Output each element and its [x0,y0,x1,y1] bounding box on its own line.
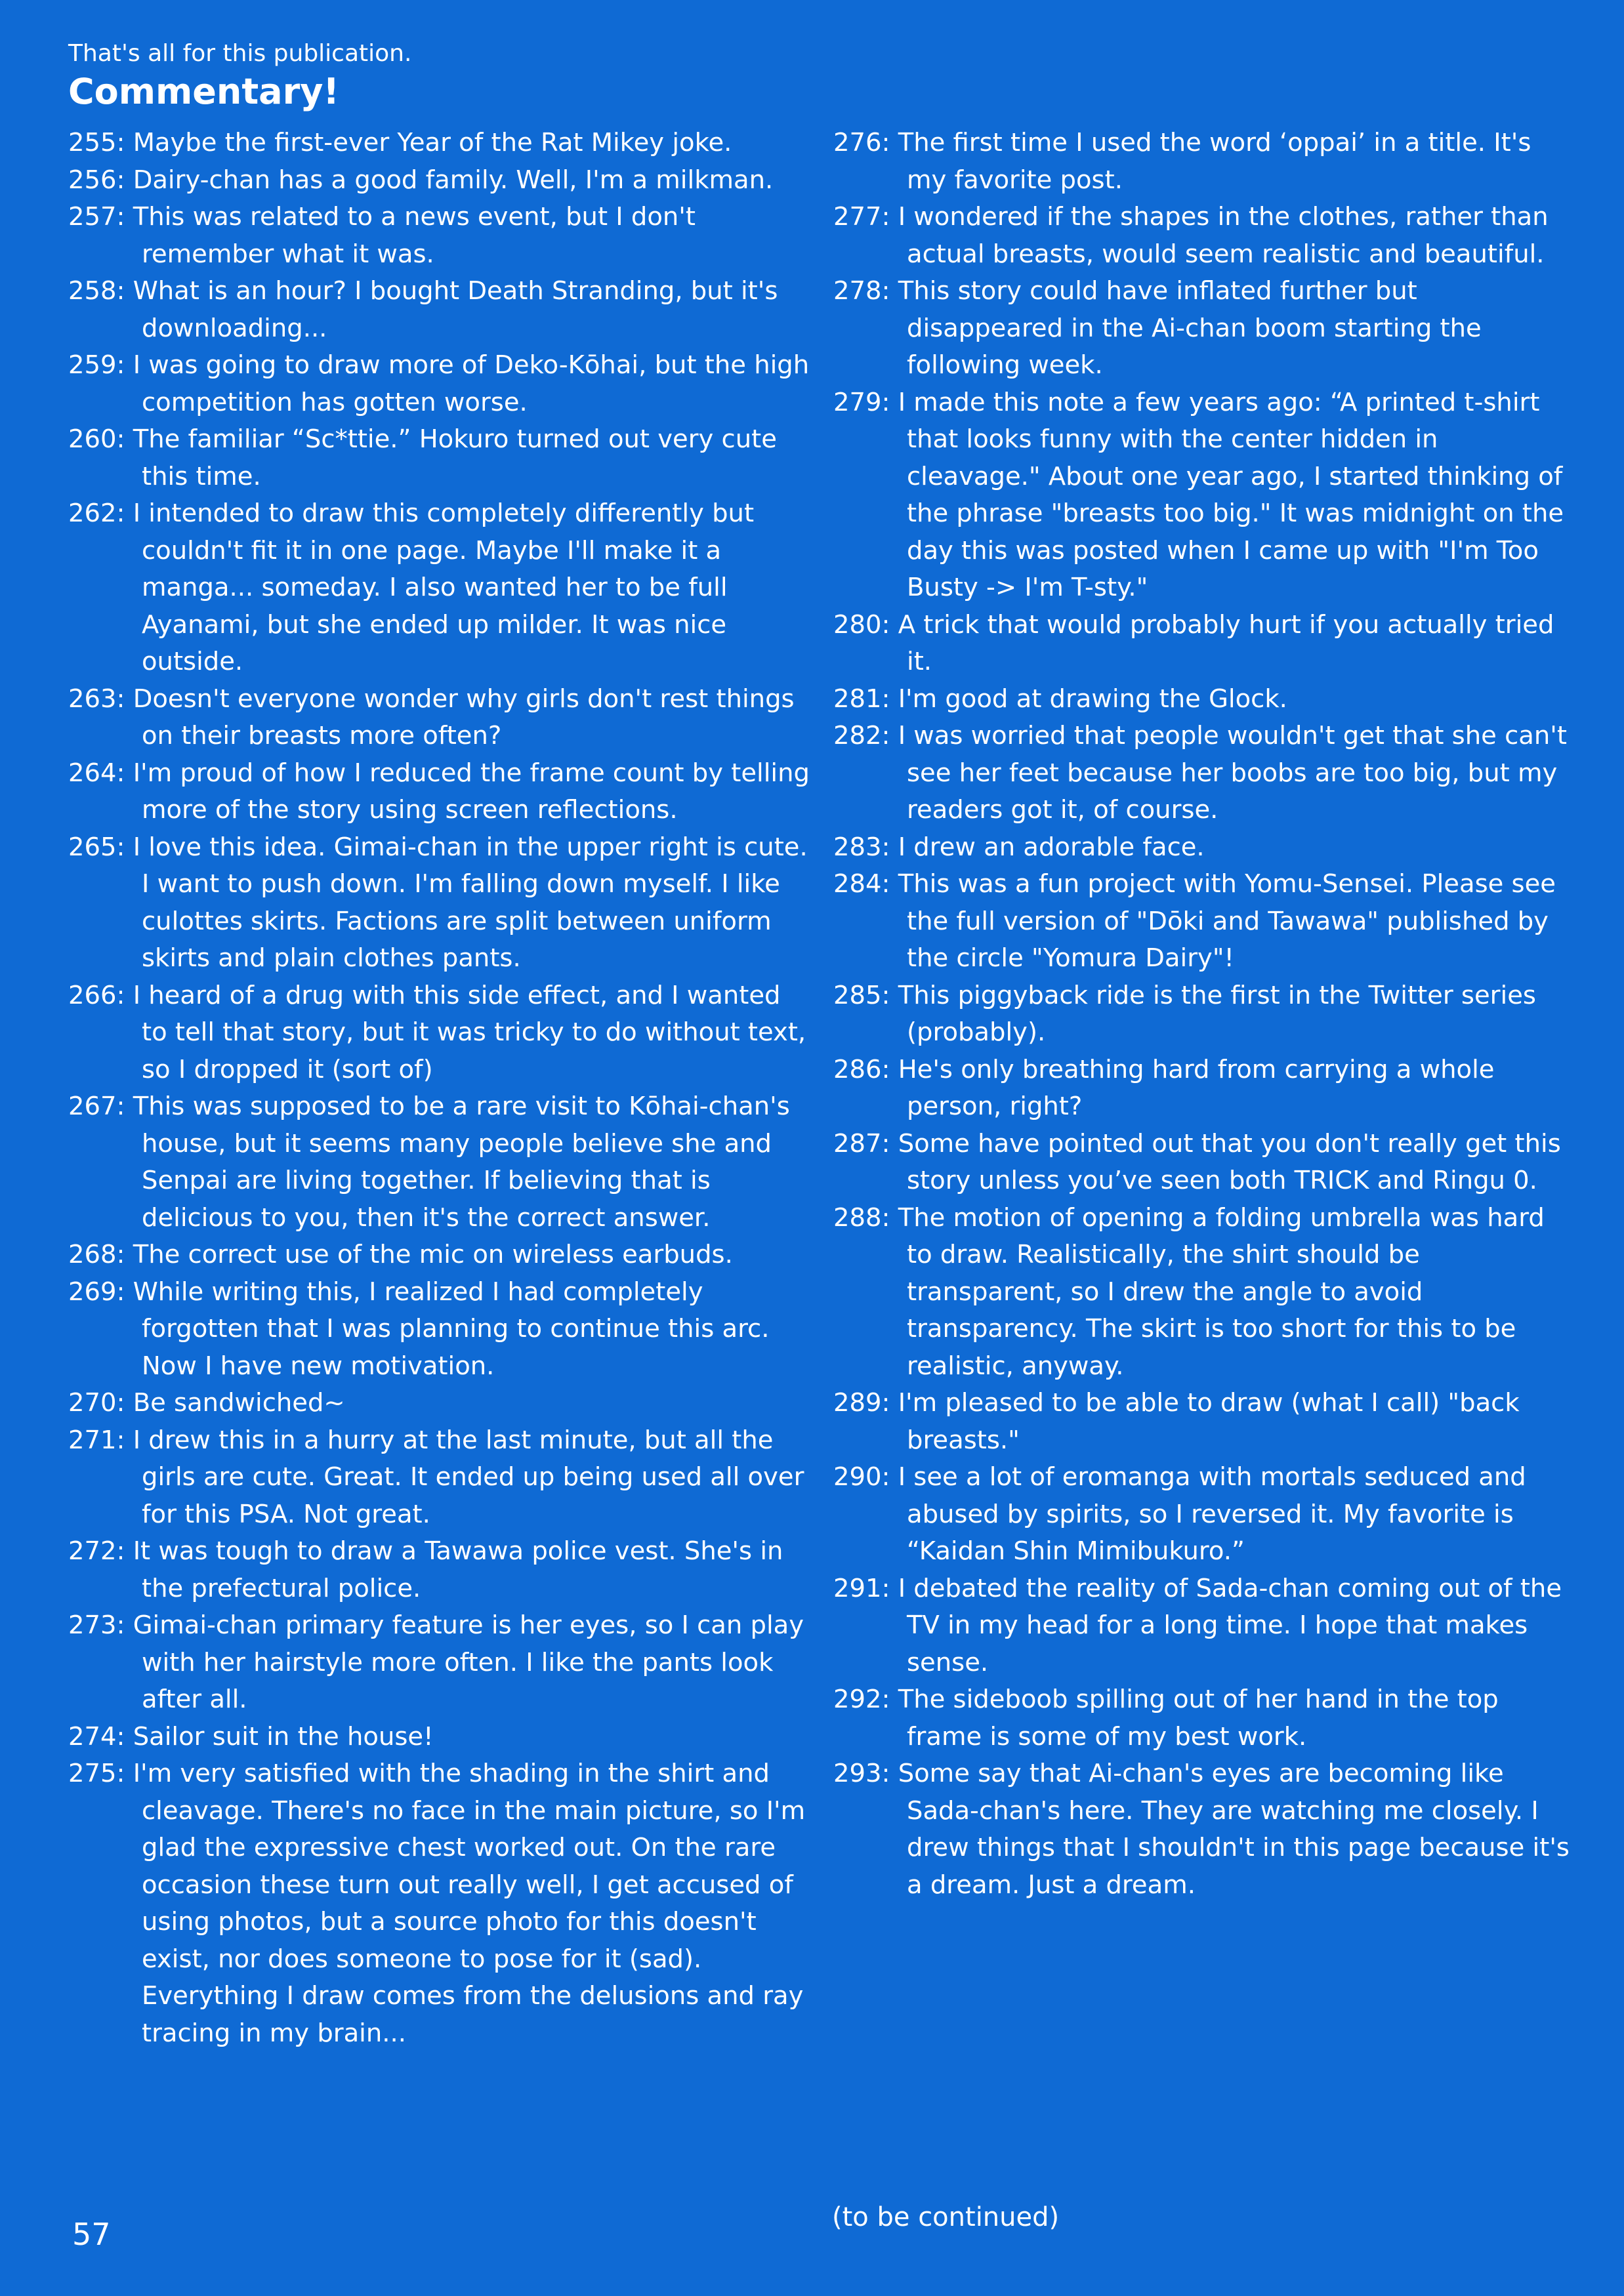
commentary-entry-292: 292: The sideboob spilling out of her hand in the top frame is some of my best work. [833,1685,1499,1752]
commentary-entry-268: 268: The correct use of the mic on wireless earbuds. [68,1240,733,1269]
commentary-entry-267: 267: This was supposed to be a rare visit to Kōhai-chan's house, but it seems many people believe she and Senpai are living together. If believing that is delicious to you, then it's the correct answer. [68,1092,790,1233]
commentary-entry-258: 258: What is an hour? I bought Death Stranding, but it's downloading... [68,276,778,343]
commentary-right-column [833,125,1575,1904]
commentary-entry-260: 260: The familiar “Sc*ttie.” Hokuro turned out very cute this time. [68,424,777,491]
commentary-entry-256: 256: Dairy-chan has a good family. Well, I'm a milkman. [68,165,774,195]
commentary-entry-274: 274: Sailor suit in the house! [68,1721,434,1752]
commentary-entry-286: 286: He's only breathing hard from carrying a whole person, right? [833,1054,1495,1121]
commentary-entry-266: 266: I heard of a drug with this side effect, and I wanted to tell that story, but it was tricky to do without text, so I dropped it (sort of) [68,980,806,1084]
commentary-entry-291: 291: I debated the reality of Sada-chan coming out of the TV in my head for a long time. I hope that makes sense. [833,1573,1562,1677]
commentary-entry-257: 257: This was related to a news event, but I don't remember what it was. [68,202,696,269]
commentary-entry-263: 263: Doesn't everyone wonder why girls don't rest things on their breasts more often? [68,684,795,750]
commentary-entry-255: 255: Maybe the first-ever Year of the Rat Mikey joke. [68,128,732,157]
commentary-entry-264: 264: I'm proud of how I reduced the frame count by telling more of the story using screen reflections. [68,758,810,825]
commentary-entry-273: 273: Gimai-chan primary feature is her eyes, so I can play with her hairstyle more often. I like the pants look after all. [68,1610,804,1714]
intro-text: That's all for this publication. [68,40,412,67]
commentary-entry-278: 278: This story could have inflated further but disappeared in the Ai-chan boom starting the following week. [833,276,1482,380]
commentary-left-column [68,125,813,2052]
commentary-entry-285: 285: This piggyback ride is the first in the Twitter series (probably). [833,980,1536,1047]
commentary-entry-276: 276: The first time I used the word ‘oppai’ in a title. It's my favorite post. [833,128,1531,195]
commentary-entry-269: 269: While writing this, I realized I had completely forgotten that I was planning to continue this arc. Now I have new motivation. [68,1277,770,1381]
page-number: 57 [72,2217,111,2252]
to-be-continued-note: (to be continued) [832,2202,1060,2232]
commentary-entry-277: 277: I wondered if the shapes in the clothes, rather than actual breasts, would seem realistic and beautiful. [833,202,1549,269]
commentary-entry-271: 271: I drew this in a hurry at the last minute, but all the girls are cute. Great. It ended up being used all over for this PSA. Not great. [68,1425,804,1529]
commentary-entry-287: 287: Some have pointed out that you don't really get this story unless you’ve seen both TRICK and Ringu 0. [833,1128,1561,1195]
commentary-entry-259: 259: I was going to draw more of Deko-Kōhai, but the high competition has gotten worse. [68,350,810,417]
commentary-entry-280: 280: A trick that would probably hurt if you actually tried it. [833,609,1554,676]
commentary-entry-279: 279: I made this note a few years ago: “A printed t-shirt that looks funny with the center hidden in cleavage." About one year ago, I started thinking of the phrase "breasts too big." It was midnight on the day this was posted when I came up with "I'm Too Busty -> I'm T-sty." [833,387,1564,602]
commentary-entry-281: 281: I'm good at drawing the Glock. [833,684,1287,714]
commentary-entry-289: 289: I'm pleased to be able to draw (what I call) "back breasts." [833,1388,1520,1455]
commentary-entry-283: 283: I drew an adorable face. [833,832,1205,862]
commentary-entry-288: 288: The motion of opening a folding umbrella was hard to draw. Realistically, the shirt should be transparent, so I drew the angle to avoid transparency. The skirt is too short for this to be realistic, anyway. [833,1202,1545,1381]
commentary-entry-275: 275: I'm very satisfied with the shading in the shirt and cleavage. There's no face in the main picture, so I'm glad the expressive chest worked out. On the rare occasion these turn out really well, I get accused of using photos, but a source photo for this doesn't exist, nor does someone to pose for it (sad). Everything I draw comes from the delusions and ray tracing in my brain... [68,1759,806,2048]
commentary-entry-270: 270: Be sandwiched~ [68,1388,345,1418]
commentary-entry-262: 262: I intended to draw this completely differently but couldn't fit it in one page. Maybe I'll make it a manga... someday. I also wanted her to be full Ayanami, but she ended up milder. It was nice outside. [68,499,755,676]
commentary-entry-284: 284: This was a fun project with Yomu-Sensei. Please see the full version of "Dōki and Tawawa" published by the circle "Yomura Dairy"! [833,869,1556,973]
commentary-heading: Commentary! [68,71,340,112]
commentary-entry-282: 282: I was worried that people wouldn't get that she can't see her feet because her boobs are too big, but my readers got it, of course. [833,721,1567,825]
commentary-entry-293: 293: Some say that Ai-chan's eyes are becoming like Sada-chan's here. They are watching me closely. I drew things that I shouldn't in this page because it's a dream. Just a dream. [833,1759,1570,1900]
commentary-entry-265: 265: I love this idea. Gimai-chan in the upper right is cute. I want to push down. I'm falling down myself. I like culottes skirts. Factions are split between uniform skirts and plain clothes pants. [68,832,808,973]
commentary-entry-290: 290: I see a lot of eromanga with mortals seduced and abused by spirits, so I reversed it. My favorite is “Kaidan Shin Mimibukuro.” [833,1462,1526,1566]
commentary-entry-272: 272: It was tough to draw a Tawawa police vest. She's in the prefectural police. [68,1536,783,1603]
